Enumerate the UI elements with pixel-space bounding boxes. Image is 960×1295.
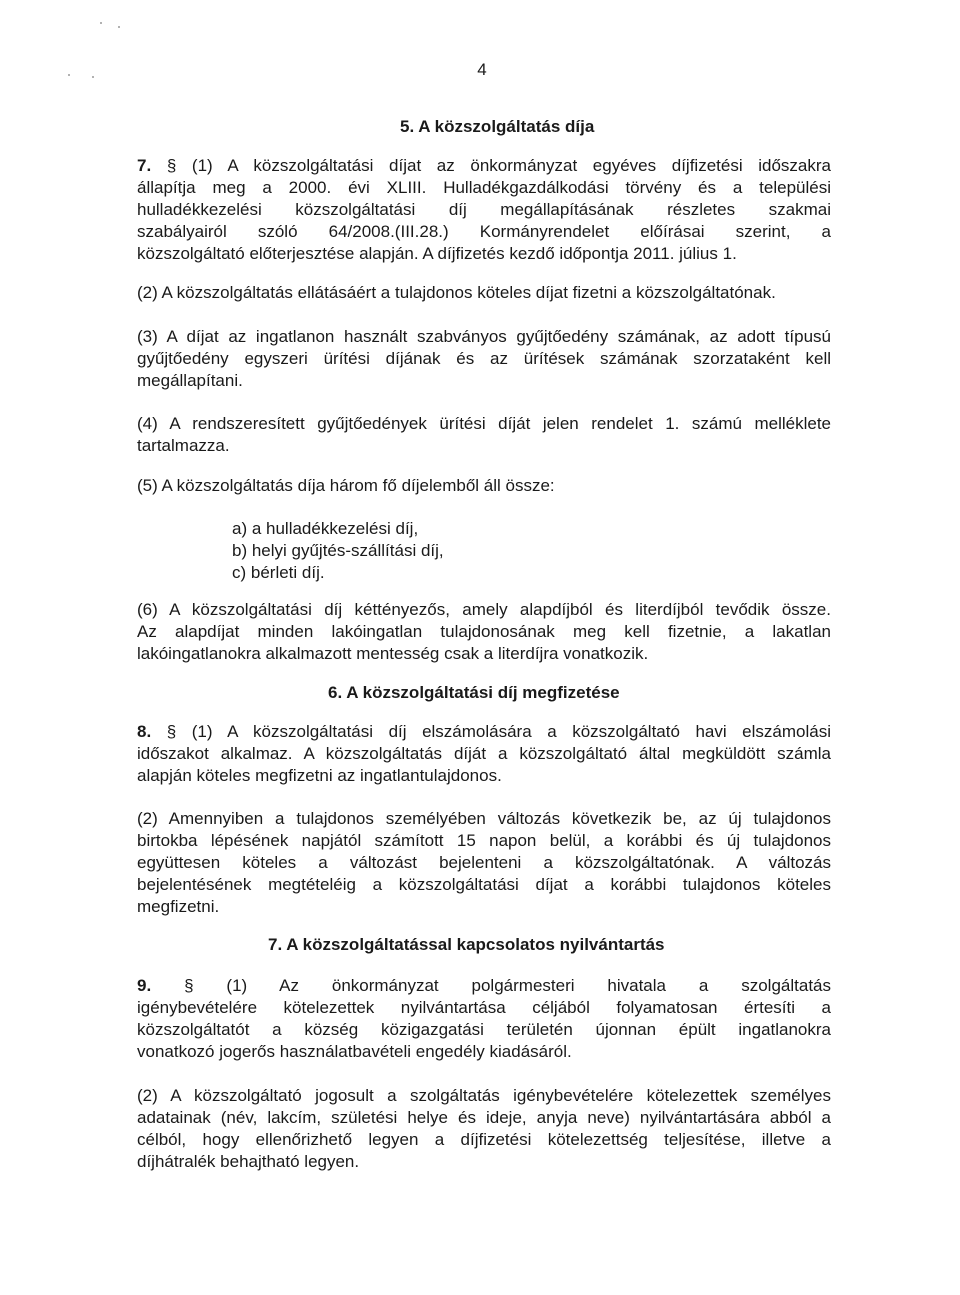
section-label: 9. (137, 976, 152, 995)
section-label: 7. (137, 156, 152, 175)
text-line: (6) A közszolgáltatási díj kéttényezős, amely alapdíjból és literdíjból tevődik össze. (137, 600, 831, 619)
section-6-title: 6. A közszolgáltatási díj megfizetése (328, 683, 620, 702)
text-line: (4) A rendszeresített gyűjtőedények ürítési díját jelen rendelet 1. számú melléklete (137, 414, 831, 433)
list-item: c) bérleti díj. (232, 563, 325, 582)
text-line: Az alapdíjat minden lakóingatlan tulajdonosának meg kell fizetnie, a lakatlan (137, 622, 831, 641)
scan-speck (68, 74, 70, 76)
text-line (137, 721, 831, 743)
text-line: megállapítani. (137, 371, 243, 390)
section-5-title: 5. A közszolgáltatás díja (400, 117, 595, 136)
scan-speck (118, 26, 120, 28)
paragraph-7-3 (137, 326, 831, 392)
text-line: vonatkozó jogerős használatbavételi engedély kiadásáról. (137, 1042, 572, 1061)
text-line: célból, hogy ellenőrizhető legyen a díjfizetési kötelezettség teljesítése, illetve a (137, 1130, 831, 1149)
list-item: a) a hulladékkezelési díj, (232, 519, 419, 538)
paragraph-7-6 (137, 599, 831, 665)
text-line: szabályairól szóló 64/2008.(III.28.) Kormányrendelet előírásai szerint, a (137, 222, 831, 241)
paragraph-7-5 (137, 475, 831, 497)
paragraph-8-1 (137, 721, 831, 787)
scan-speck (92, 76, 94, 78)
text-line: alapján köteles megfizetni az ingatlantulajdonos. (137, 766, 502, 785)
paragraph-7-4 (137, 413, 831, 457)
text-line: igénybevételére kötelezettek nyilvántartása céljából folyamatosan értesíti a (137, 998, 831, 1017)
paragraph-7-1 (137, 155, 831, 265)
text-line: birtokba lépésének napjától számított 15 napon belül, a korábbi és új tulajdonos (137, 831, 831, 850)
paragraph-9-2 (137, 1085, 831, 1173)
text-span: § (1) Az önkormányzat polgármesteri hivatala a szolgáltatás (184, 976, 831, 995)
list-item: b) helyi gyűjtés-szállítási díj, (232, 541, 444, 560)
text-line: gyűjtőedény egyszeri ürítési díjának és az ürítések számának szorzataként kell (137, 349, 831, 368)
text-line (137, 975, 831, 997)
paragraph-8-2 (137, 808, 831, 918)
text-line: közszolgáltatót a község közigazgatási területén újonnan épült ingatlanokra (137, 1020, 831, 1039)
text-line: közszolgáltató előterjesztése alapján. A díjfizetés kezdő időpontja 2011. július 1. (137, 244, 737, 263)
page-number: 4 (477, 60, 487, 79)
text-line: együttesen köteles a változást bejelenteni a közszolgáltatónak. A változás (137, 853, 831, 872)
text-line: (2) A közszolgáltató jogosult a szolgáltatás igénybevételére kötelezettek személyes (137, 1086, 831, 1105)
text-line: adatainak (név, lakcím, születési helye és ideje, anyja neve) nyilvántartására abból a (137, 1108, 831, 1127)
text-line: (5) A közszolgáltatás díja három fő díjelemből áll össze: (137, 476, 555, 495)
text-line: bejelentésének megtételéig a közszolgáltatási díjat a korábbi tulajdonos köteles (137, 875, 831, 894)
text-span: § (1) A közszolgáltatási díj elszámolására a közszolgáltató havi elszámolási (166, 722, 831, 741)
text-line: (3) A díjat az ingatlanon használt szabványos gyűjtőedény számának, az adott típusú (137, 327, 831, 346)
scan-speck (100, 22, 102, 24)
text-span: § (1) A közszolgáltatási díjat az önkormányzat egyéves díjfizetési időszakra (166, 156, 831, 175)
text-line: hulladékkezelési közszolgáltatási díj megállapításának részletes szakmai (137, 200, 831, 219)
text-line: díjhátralék behajtható legyen. (137, 1152, 360, 1171)
text-line: időszakot alkalmaz. A közszolgáltatás díját a közszolgáltató által megküldött számla (137, 744, 831, 763)
text-line: tartalmazza. (137, 436, 230, 455)
text-line: lakóingatlanokra alkalmazott mentesség csak a literdíjra vonatkozik. (137, 644, 649, 663)
fee-components-list (232, 518, 444, 584)
paragraph-9-1 (137, 975, 831, 1063)
section-7-title: 7. A közszolgáltatással kapcsolatos nyilvántartás (268, 935, 665, 954)
text-line: (2) A közszolgáltatás ellátásáért a tulajdonos köteles díjat fizetni a közszolgáltatónak. (137, 283, 776, 302)
text-line: (2) Amennyiben a tulajdonos személyében változás következik be, az új tulajdonos (137, 809, 831, 828)
paragraph-7-2 (137, 282, 831, 304)
text-line (137, 155, 831, 177)
text-line: állapítja meg a 2000. évi XLIII. Hulladékgazdálkodási törvény és a települési (137, 178, 831, 197)
section-label: 8. (137, 722, 152, 741)
text-line: megfizetni. (137, 897, 220, 916)
